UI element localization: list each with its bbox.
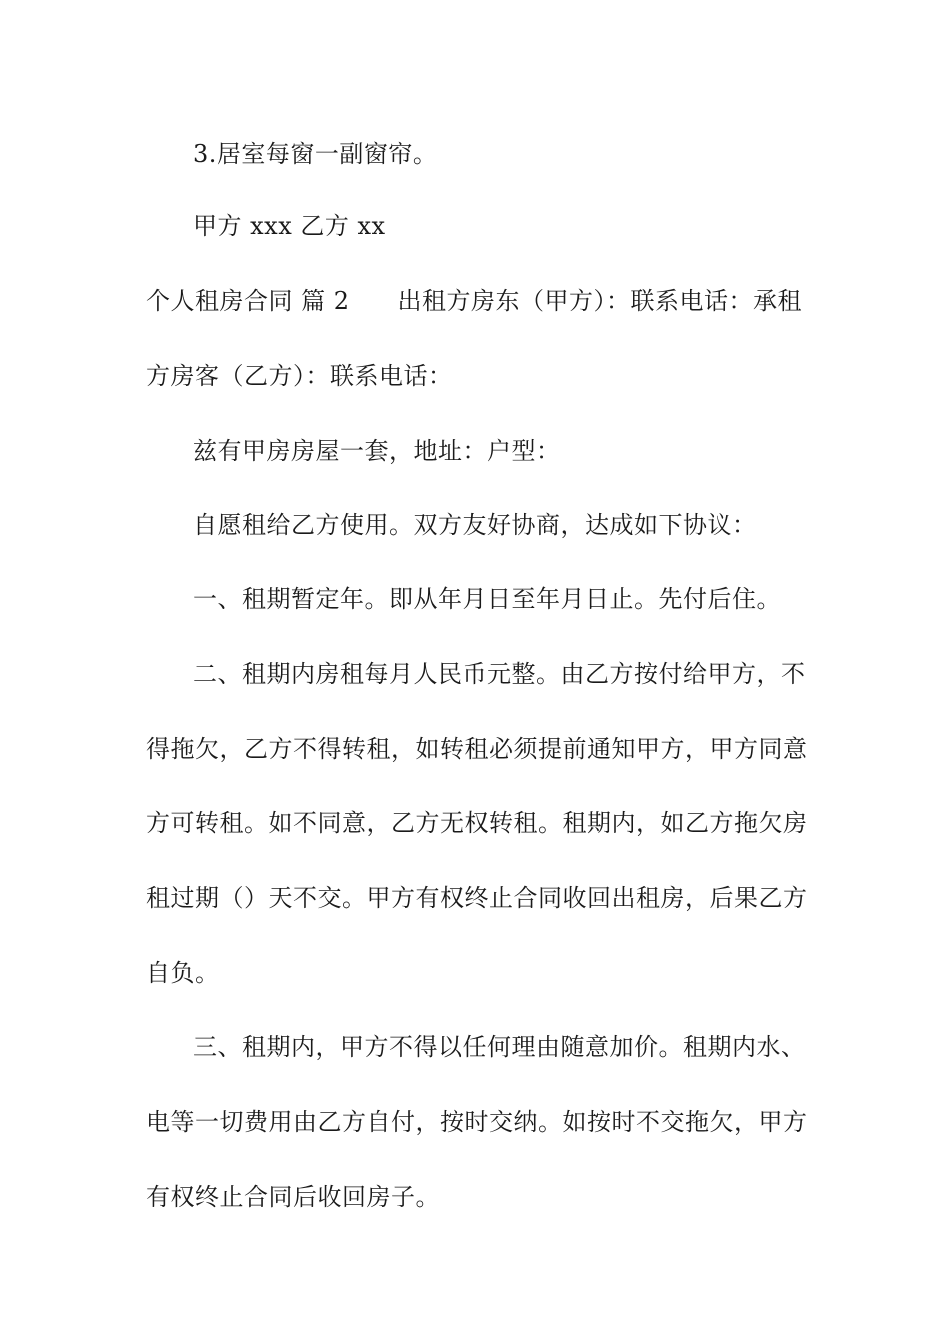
clause-2-line-2: 得拖欠，乙方不得转租，如转租必须提前通知甲方，甲方同意 bbox=[146, 735, 808, 763]
agreement-intro: 自愿租给乙方使用。双方友好协商，达成如下协议： bbox=[193, 511, 757, 539]
clause-3-line-3: 有权终止合同后收回房子。 bbox=[146, 1183, 440, 1211]
clause-2-line-4: 租过期（）天不交。甲方有权终止合同收回出租房，后果乙方 bbox=[146, 884, 808, 912]
contract-title: 个人租房合同 篇 2 bbox=[146, 287, 350, 315]
clause-2-line-5: 自负。 bbox=[146, 959, 220, 987]
signature-parties: 甲方 xxx 乙方 xx bbox=[193, 212, 386, 240]
clause-2-line-1: 二、租期内房租每月人民币元整。由乙方按付给甲方，不 bbox=[193, 660, 806, 688]
clause-2-line-3: 方可转租。如不同意，乙方无权转租。租期内，如乙方拖欠房 bbox=[146, 809, 808, 837]
clause-3-line-1: 三、租期内，甲方不得以任何理由随意加价。租期内水、 bbox=[193, 1033, 806, 1061]
landlord-info: 出租方房东（甲方）：联系电话：承租 bbox=[397, 287, 803, 315]
property-info: 兹有甲房房屋一套，地址：户型： bbox=[193, 437, 561, 465]
clause-1-term: 一、租期暂定年。即从年月日至年月日止。先付后住。 bbox=[193, 585, 781, 613]
tenant-info: 方房客（乙方）：联系电话： bbox=[146, 362, 453, 390]
clause-3-line-2: 电等一切费用由乙方自付，按时交纳。如按时不交拖欠，甲方 bbox=[146, 1108, 808, 1136]
contract-heading-line bbox=[146, 285, 802, 317]
clause-curtains: 3.居室每窗一副窗帘。 bbox=[193, 140, 438, 168]
